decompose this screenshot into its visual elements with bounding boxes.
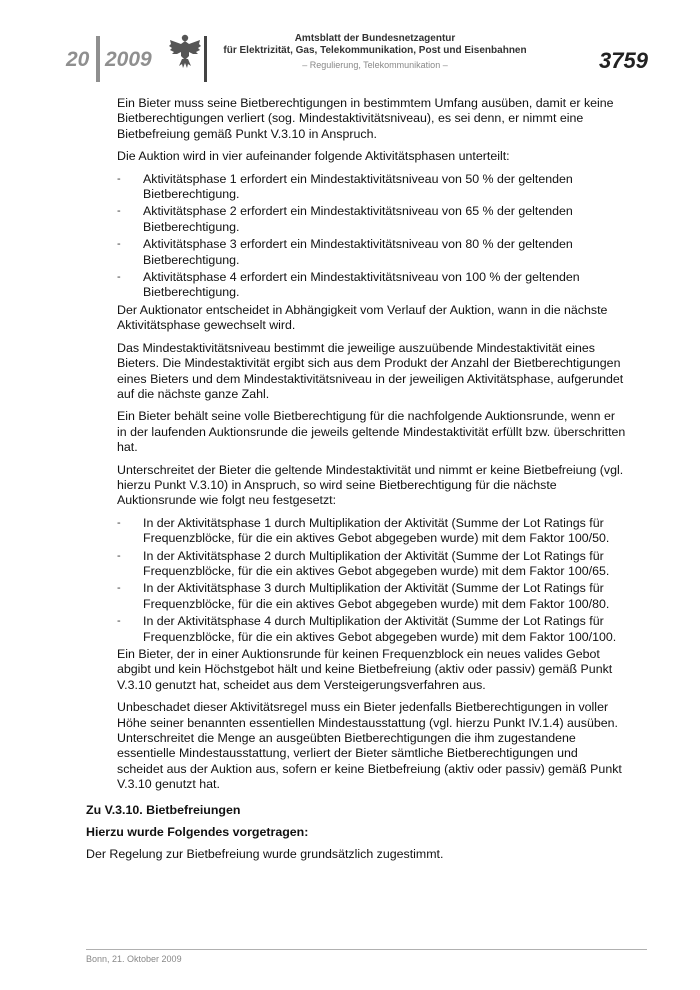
bullet: - (117, 549, 121, 562)
paragraph: Das Mindestaktivitätsniveau bestimmt die jeweilige auszuübende Mindestaktivität eines Bieters. Die Mindestaktivität ergibt sich aus dem Produkt der Anzahl der Bietberechtigungen eines Bieters und dem Mindestaktivitätsniveau in der jeweiligen Aktivitätsphase, aufgerundet auf die nächste ganze Zahl. (117, 340, 624, 401)
paragraph: Ein Bieter muss seine Bietberechtigungen in bestimmtem Umfang ausüben, damit er keine Bietberechtigungen verliert (sog. Mindestaktivitätsniveau), es sei denn, er nimmt eine Bietbefreiung gemäß Punkt V.3.10 in Anspruch. (117, 96, 614, 141)
subheading: Hierzu wurde Folgendes vorgetragen: (86, 825, 309, 840)
bullet: - (117, 582, 121, 595)
publisher-subtitle: – Regulierung, Telekommunikation – (302, 60, 448, 70)
list-item (117, 172, 627, 203)
bullet: - (117, 238, 121, 251)
paragraph: Ein Bieter, der in einer Auktionsrunde für keinen Frequenzblock ein neues valides Gebot abgibt und kein Höchstgebot hält und keine Bietbefreiung (aktiv oder passiv) gemäß Punkt V.3.10 genutzt hat, scheidet aus dem Versteigerungsverfahren aus. (117, 647, 613, 692)
publisher-line-2: für Elektrizität, Gas, Telekommunikation, Post und Eisenbahnen (223, 45, 527, 56)
page-number: 3759 (599, 48, 648, 73)
paragraph: Der Auktionator entscheidet in Abhängigkeit vom Verlauf der Auktion, wann in die nächste Aktivitätsphase gewechselt wird. (117, 302, 608, 333)
bullet: - (117, 516, 121, 529)
list-item (117, 204, 627, 235)
header-divider (96, 36, 100, 82)
paragraph: Die Auktion wird in vier aufeinander folgende Aktivitätsphasen unterteilt: (117, 149, 510, 164)
section-heading: Zu V.3.10. Bietbefreiungen (86, 802, 241, 817)
federal-eagle-icon (168, 32, 202, 70)
bullet: - (117, 205, 121, 218)
page-header (0, 0, 700, 95)
list-item (117, 549, 627, 580)
list-item-text: Aktivitätsphase 1 erfordert ein Mindestaktivitätsniveau von 50 % der geltenden Bietberechtigung. (143, 171, 573, 202)
list-item-text: In der Aktivitätsphase 4 durch Multiplikation der Aktivität (Summe der Lot Ratings für Frequenzblöcke, für die ein aktives Gebot abgegeben wurde) mit dem Faktor 100/100. (143, 614, 617, 644)
list-item (117, 581, 627, 612)
list-item-text: In der Aktivitätsphase 3 durch Multiplikation der Aktivität (Summe der Lot Ratings für Frequenzblöcke, für die ein aktives Gebot abgegeben wurde) mit dem Faktor 100/80. (143, 581, 610, 611)
paragraph: Ein Bieter behält seine volle Bietberechtigung für die nachfolgende Auktionsrunde, wenn er in der laufenden Auktionsrunde die jeweils geltende Mindestaktivität erfüllt bzw. überschritten hat. (117, 409, 626, 455)
list-item (117, 516, 627, 547)
list-item (117, 270, 627, 301)
footer-divider (86, 949, 647, 950)
list-item-text: Aktivitätsphase 2 erfordert ein Mindestaktivitätsniveau von 65 % der geltenden Bietberechtigung. (143, 204, 573, 234)
activity-phase-list (117, 172, 627, 301)
paragraph: Unbeschadet dieser Aktivitätsregel muss ein Bieter jedenfalls Bietberechtigungen in voller Höhe seiner benannten essentiellen Mindestausstattung (vgl. hierzu Punkt IV.1.4) ausüben. Unterschreitet die Menge an ausgeübten Bietberechtigungen die ihm zugestandene essentielle Mindestausstattung, verliert der Bieter sämtliche Bietberechtigungen und scheidet aus der Auktion aus, sofern er keine Bietbefreiung (aktiv oder passiv) gemäß Punkt V.3.10 genutzt hat. (117, 700, 622, 792)
list-item (117, 614, 627, 645)
bullet: - (117, 271, 121, 284)
bullet: - (117, 172, 121, 185)
document-body (86, 96, 627, 870)
list-item (117, 237, 627, 268)
issue-number: 20 (66, 48, 90, 71)
paragraph: Unterschreitet der Bieter die geltende Mindestaktivität und nimmt er keine Bietbefreiung (vgl. hierzu Punkt V.3.10) in Anspruch, so wird seine Bietberechtigung für die nächste Auktionsrunde wie folgt neu festgesetzt: (117, 462, 624, 508)
footer-date: Bonn, 21. Oktober 2009 (86, 954, 182, 964)
emblem-divider (204, 36, 207, 82)
list-item-text: In der Aktivitätsphase 1 durch Multiplikation der Aktivität (Summe der Lot Ratings für Frequenzblöcke, für die ein aktives Gebot abgegeben wurde) mit dem Faktor 100/50. (143, 515, 610, 546)
bullet: - (117, 615, 121, 628)
paragraph: Der Regelung zur Bietbefreiung wurde grundsätzlich zugestimmt. (86, 847, 444, 862)
list-item-text: Aktivitätsphase 4 erfordert ein Mindestaktivitätsniveau von 100 % der geltenden Bietberechtigung. (143, 270, 580, 300)
publisher-title (210, 33, 540, 57)
bid-eligibility-rule-list (117, 516, 627, 645)
publisher-line-1: Amtsblatt der Bundesnetzagentur (294, 33, 456, 44)
list-item-text: Aktivitätsphase 3 erfordert ein Mindestaktivitätsniveau von 80 % der geltenden Bietberechtigung. (143, 237, 573, 267)
issue-year: 2009 (105, 48, 152, 71)
list-item-text: In der Aktivitätsphase 2 durch Multiplikation der Aktivität (Summe der Lot Ratings für Frequenzblöcke, für die ein aktives Gebot abgegeben wurde) mit dem Faktor 100/65. (143, 548, 610, 578)
